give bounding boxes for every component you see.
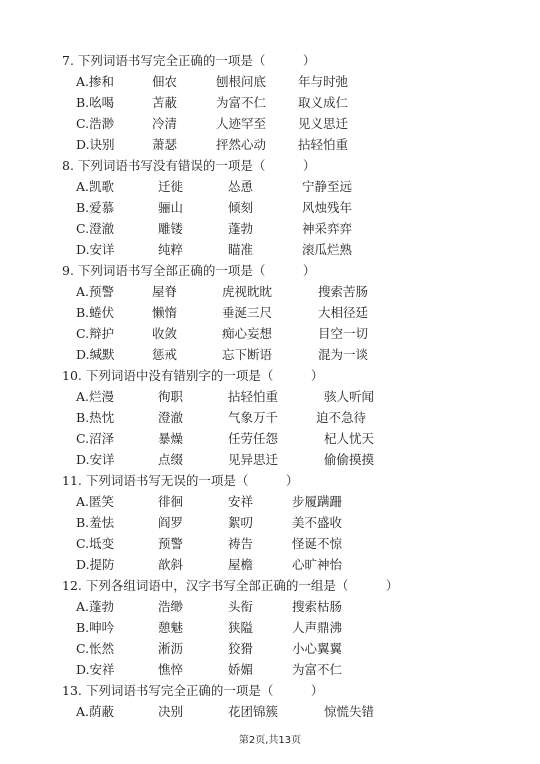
- option-word: 虎视眈眈: [222, 284, 273, 299]
- option-word: C.辩护: [76, 326, 115, 341]
- option-word: 迫不急待: [316, 410, 367, 425]
- option-word: 雕镂: [158, 221, 184, 236]
- option-word: 风烛残年: [302, 200, 353, 215]
- option-word: C.沼泽: [76, 431, 115, 446]
- option-word: 神采弈弈: [302, 221, 353, 236]
- option-word: A.蓬勃: [76, 599, 115, 614]
- option-word: 迁徙: [158, 179, 184, 194]
- option-word: C.怅然: [76, 641, 115, 656]
- option-word: C.浩渺: [76, 116, 115, 131]
- option-word: 憩魅: [158, 620, 184, 635]
- option-word: 冷清: [152, 116, 178, 131]
- option-word: 狭隘: [228, 620, 254, 635]
- option-word: 瞄准: [228, 242, 254, 257]
- option-word: D.安祥: [76, 662, 115, 677]
- option-word: 为富不仁: [216, 95, 267, 110]
- option-word: B.热忱: [76, 410, 115, 425]
- option-word: 目空一切: [318, 326, 369, 341]
- option-word: 怂恿: [228, 179, 254, 194]
- option-word: 歆斜: [158, 557, 184, 572]
- option-word: 人声鼎沸: [292, 620, 343, 635]
- option-word: 淅沥: [158, 641, 184, 656]
- option-word: 任劳任怨: [228, 431, 279, 446]
- option-word: 狡猾: [228, 641, 254, 656]
- question-stem: 12. 下列各组词语中，汉字书写全部正确的一组是（ ）: [62, 578, 399, 593]
- option-word: 忘下断语: [222, 347, 273, 362]
- option-word: A.预警: [76, 284, 115, 299]
- option-word: 大相径廷: [318, 305, 369, 320]
- option-word: 为富不仁: [292, 662, 343, 677]
- option-word: D.诀别: [76, 137, 115, 152]
- option-word: 决别: [158, 704, 184, 719]
- option-word: 年与时弛: [298, 74, 349, 89]
- option-word: 澄澈: [158, 410, 184, 425]
- option-word: 见义思迁: [298, 116, 349, 131]
- option-word: B.吆喝: [76, 95, 115, 110]
- option-word: A.匿笑: [76, 494, 115, 509]
- option-word: 懒惰: [152, 305, 178, 320]
- question-stem: 13. 下列词语书写完全正确的一项是（ ）: [62, 683, 324, 698]
- option-word: D.缄默: [76, 347, 115, 362]
- option-word: 混为一谈: [318, 347, 369, 362]
- option-word: 搜索枯肠: [292, 599, 343, 614]
- option-word: 预警: [158, 536, 184, 551]
- option-word: 暴燥: [158, 431, 184, 446]
- option-word: 美不盛收: [292, 515, 343, 530]
- option-word: B.羞怯: [76, 515, 115, 530]
- option-word: 痴心妄想: [222, 326, 273, 341]
- option-word: 杞人忧天: [324, 431, 375, 446]
- option-word: 憔悴: [158, 662, 184, 677]
- option-word: 垂涎三尺: [222, 305, 273, 320]
- question-stem: 11. 下列词语书写无误的一项是（ ）: [62, 473, 299, 488]
- option-word: C.澄澈: [76, 221, 115, 236]
- option-word: 拈轻怕重: [298, 137, 349, 152]
- option-word: 惊慌失错: [324, 704, 375, 719]
- option-word: 佃农: [152, 74, 178, 89]
- option-word: 蓬勃: [228, 221, 254, 236]
- option-word: 头衔: [228, 599, 254, 614]
- option-word: 花团锦簇: [228, 704, 279, 719]
- option-word: A.荫蔽: [76, 704, 115, 719]
- option-word: 祷告: [228, 536, 254, 551]
- option-word: 人迹罕至: [216, 116, 267, 131]
- option-word: 安祥: [228, 494, 254, 509]
- option-word: 宁静至远: [302, 179, 353, 194]
- option-word: 见异思迁: [228, 452, 279, 467]
- option-word: 气象万千: [228, 410, 279, 425]
- option-word: 苫蔽: [152, 95, 178, 110]
- option-word: 屋檐: [228, 557, 254, 572]
- option-word: 小心翼翼: [292, 641, 343, 656]
- option-word: 骇人听闻: [324, 389, 375, 404]
- option-word: A.凯歌: [76, 179, 115, 194]
- option-word: 倾刻: [228, 200, 254, 215]
- option-word: 徘徊: [158, 494, 184, 509]
- option-word: D.安详: [76, 242, 115, 257]
- option-word: A.烂漫: [76, 389, 115, 404]
- option-word: 偷偷摸摸: [324, 452, 375, 467]
- option-word: 步履蹒跚: [292, 494, 343, 509]
- option-word: 惩戒: [152, 347, 178, 362]
- option-word: 纯粹: [158, 242, 184, 257]
- option-word: 收敛: [152, 326, 178, 341]
- option-word: C.坻变: [76, 536, 115, 551]
- option-word: 徇职: [158, 389, 184, 404]
- option-word: 搜索苦肠: [318, 284, 369, 299]
- option-word: 拈轻怕重: [228, 389, 279, 404]
- option-word: 娇媚: [228, 662, 254, 677]
- option-word: D.提防: [76, 557, 115, 572]
- question-stem: 9. 下列词语书写全部正确的一项是（ ）: [62, 263, 316, 278]
- option-word: 屋脊: [152, 284, 178, 299]
- option-word: 萧瑟: [152, 137, 178, 152]
- option-word: 刨根问底: [216, 74, 267, 89]
- option-word: 阎罗: [158, 515, 184, 530]
- question-stem: 8. 下列词语书写没有错误的一项是（ ）: [62, 158, 316, 173]
- option-word: B.蜷伏: [76, 305, 115, 320]
- option-word: 絮叨: [228, 515, 254, 530]
- question-stem: 10. 下列词语中没有错别字的一项是（ ）: [62, 368, 324, 383]
- option-word: 点缀: [158, 452, 184, 467]
- option-word: 取义成仁: [298, 95, 349, 110]
- option-word: 骊山: [158, 200, 184, 215]
- question-stem: 7. 下列词语书写完全正确的一项是（ ）: [62, 53, 316, 68]
- option-word: 滚瓜烂熟: [302, 242, 353, 257]
- page-number-footer: 第2页,共13页: [238, 735, 302, 746]
- option-word: 心旷神怡: [292, 557, 343, 572]
- option-word: 抨然心动: [216, 137, 267, 152]
- option-word: B.呻吟: [76, 620, 115, 635]
- option-word: B.爱慕: [76, 200, 115, 215]
- option-word: D.安详: [76, 452, 115, 467]
- option-word: A.掺和: [76, 74, 115, 89]
- option-word: 浩缈: [158, 599, 184, 614]
- option-word: 怪诞不惊: [292, 536, 343, 551]
